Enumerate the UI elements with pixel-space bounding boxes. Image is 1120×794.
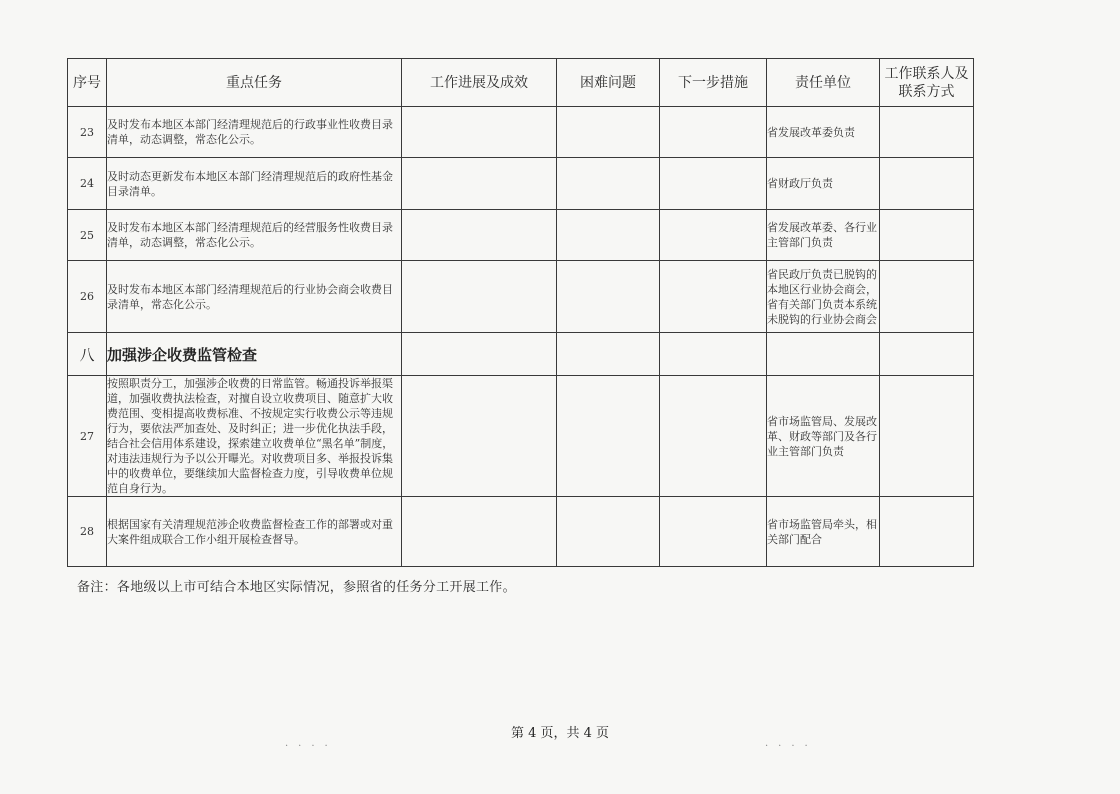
difficulties-cell <box>557 158 660 210</box>
responsible-text: 省发展改革委、各行业主管部门负责 <box>767 210 880 261</box>
progress-cell <box>402 497 557 567</box>
table-row <box>68 107 974 158</box>
next-steps-cell <box>660 376 767 497</box>
responsible-text: 省发展改革委负责 <box>767 107 880 158</box>
difficulties-cell <box>557 376 660 497</box>
table-row <box>68 497 974 567</box>
progress-cell <box>402 107 557 158</box>
contact-cell <box>880 376 974 497</box>
next-steps-cell <box>660 210 767 261</box>
header-next-steps: 下一步措施 <box>660 59 767 107</box>
next-steps-cell <box>660 261 767 333</box>
next-steps-cell <box>660 158 767 210</box>
responsible-text: 省财政厅负责 <box>767 158 880 210</box>
row-number: 28 <box>68 497 107 567</box>
footnote-remark: 备注：各地级以上市可结合本地区实际情况，参照省的任务分工开展工作。 <box>77 580 516 595</box>
header-progress: 工作进展及成效 <box>402 59 557 107</box>
scan-speckles-right: .... <box>765 738 818 749</box>
task-text: 及时发布本地区本部门经清理规范后的经营服务性收费目录清单，动态调整，常态化公示。 <box>107 210 402 261</box>
table-row <box>68 210 974 261</box>
header-difficulties: 困难问题 <box>557 59 660 107</box>
contact-cell <box>880 158 974 210</box>
difficulties-cell <box>557 261 660 333</box>
task-text: 及时发布本地区本部门经清理规范后的行业协会商会收费目录清单，常态化公示。 <box>107 261 402 333</box>
section-title: 加强涉企收费监管检查 <box>107 333 402 376</box>
difficulties-cell <box>557 497 660 567</box>
next-steps-cell <box>660 107 767 158</box>
header-seq: 序号 <box>68 59 107 107</box>
row-number: 27 <box>68 376 107 497</box>
task-table <box>67 58 974 567</box>
task-text: 按照职责分工，加强涉企收费的日常监管。畅通投诉举报渠道，加强收费执法检查，对擅自设立收费项目、随意扩大收费范围、变相提高收费标准、不按规定实行收费公示等违规行为，要依法严加查处、及时纠正；进一步优化执法手段，结合社会信用体系建设，探索建立收费单位“黑名单”制度，对违法违规行为予以公开曝光。对收费项目多、举报投诉集中的收费单位，要继续加大监督检查力度，引导收费单位规范自身行为。 <box>107 376 402 497</box>
table-row <box>68 261 974 333</box>
section-number: 八 <box>68 333 107 376</box>
table-header-row <box>68 59 974 107</box>
page-number: 第 4 页，共 4 页 <box>510 726 610 741</box>
responsible-text: 省市场监管局、发展改革、财政等部门及各行业主管部门负责 <box>767 376 880 497</box>
contact-cell <box>880 210 974 261</box>
row-number: 23 <box>68 107 107 158</box>
responsible-text: 省市场监管局牵头，相关部门配合 <box>767 497 880 567</box>
task-text: 及时发布本地区本部门经清理规范后的行政事业性收费目录清单，动态调整，常态化公示。 <box>107 107 402 158</box>
header-contact: 工作联系人及联系方式 <box>880 59 974 107</box>
row-number: 24 <box>68 158 107 210</box>
contact-cell <box>880 107 974 158</box>
progress-cell <box>402 261 557 333</box>
scan-speckles-left: .... <box>285 738 338 749</box>
table-row <box>68 158 974 210</box>
progress-cell <box>402 158 557 210</box>
difficulties-cell <box>557 210 660 261</box>
progress-cell <box>402 376 557 497</box>
progress-cell <box>402 210 557 261</box>
row-number: 26 <box>68 261 107 333</box>
section-row <box>68 333 974 376</box>
row-number: 25 <box>68 210 107 261</box>
contact-cell <box>880 261 974 333</box>
difficulties-cell <box>557 107 660 158</box>
task-text: 根据国家有关清理规范涉企收费监督检查工作的部署或对重大案件组成联合工作小组开展检查督导。 <box>107 497 402 567</box>
contact-cell <box>880 497 974 567</box>
header-responsible: 责任单位 <box>767 59 880 107</box>
table-row <box>68 376 974 497</box>
responsible-text: 省民政厅负责已脱钩的本地区行业协会商会，省有关部门负责本系统未脱钩的行业协会商会 <box>767 261 880 333</box>
task-text: 及时动态更新发布本地区本部门经清理规范后的政府性基金目录清单。 <box>107 158 402 210</box>
next-steps-cell <box>660 497 767 567</box>
header-task: 重点任务 <box>107 59 402 107</box>
